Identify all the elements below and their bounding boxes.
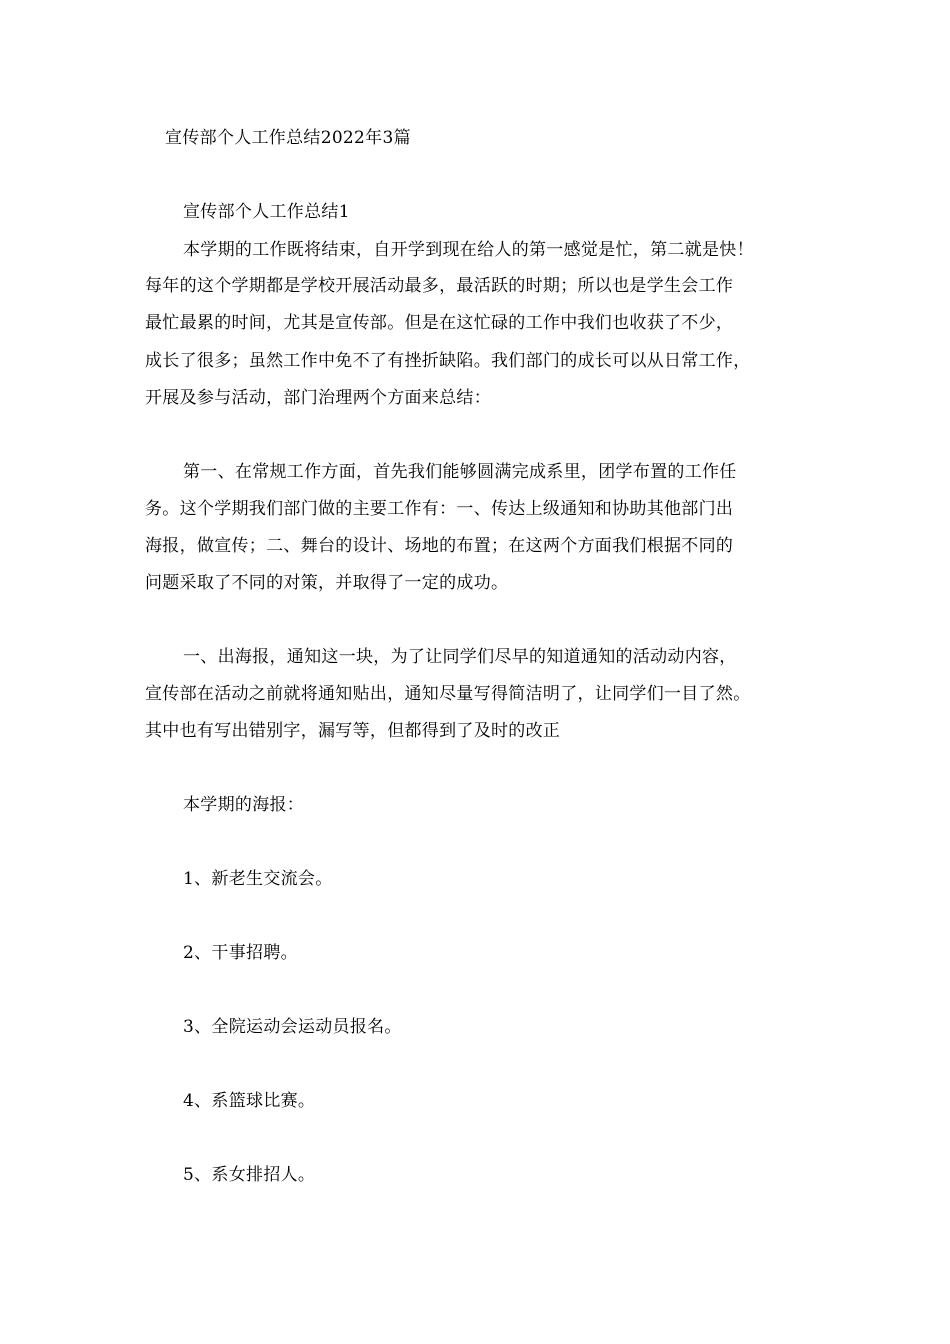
paragraph-line: 务。这个学期我们部门做的主要工作有：一、传达上级通知和协助其他部门出 [145, 499, 734, 519]
paragraph-line: 每年的这个学期都是学校开展活动最多，最活跃的时期；所以也是学生会工作 [145, 276, 734, 296]
posters-heading: 本学期的海报： [183, 795, 305, 815]
paragraph-line: 一、出海报，通知这一块，为了让同学们尽早的知道通知的活动动内容， [183, 647, 737, 667]
paragraph-line: 海报，做宣传；二、舞台的设计、场地的布置；在这两个方面我们根据不同的 [145, 536, 734, 556]
section-heading: 宣传部个人工作总结1 [183, 202, 350, 222]
list-item: 3、全院运动会运动员报名。 [183, 1017, 402, 1037]
paragraph-line: 宣传部在活动之前就将通知贴出，通知尽量写得简洁明了，让同学们一目了然。 [145, 684, 751, 704]
paragraph-line: 问题采取了不同的对策，并取得了一定的成功。 [145, 573, 509, 593]
list-item: 5、系女排招人。 [183, 1165, 316, 1185]
document-title: 宣传部个人工作总结2022年3篇 [165, 128, 411, 148]
paragraph-line: 开展及参与活动，部门治理两个方面来总结： [145, 388, 491, 408]
paragraph-line: 本学期的工作既将结束，自开学到现在给人的第一感觉是忙，第二就是快！ [183, 240, 754, 260]
paragraph-line: 成长了很多；虽然工作中免不了有挫折缺陷。我们部门的成长可以从日常工作， [145, 351, 751, 371]
paragraph-line: 第一、在常规工作方面，首先我们能够圆满完成系里，团学布置的工作任 [183, 462, 737, 482]
paragraph-line: 最忙最累的时间，尤其是宣传部。但是在这忙碌的工作中我们也收获了不少， [145, 313, 734, 333]
paragraph-line: 其中也有写出错别字，漏写等，但都得到了及时的改正 [145, 721, 561, 741]
list-item: 2、干事招聘。 [183, 943, 298, 963]
list-item: 1、新老生交流会。 [183, 869, 333, 889]
list-item: 4、系篮球比赛。 [183, 1091, 316, 1111]
